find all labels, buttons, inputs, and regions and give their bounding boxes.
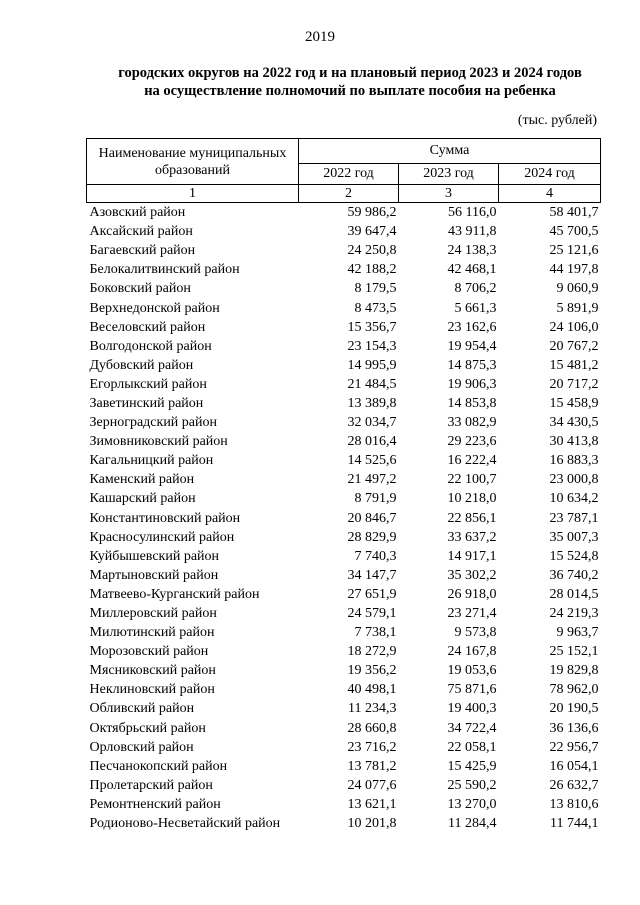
value-2023-cell: 14 875,3 <box>447 357 497 373</box>
district-name-cell: Аксайский район <box>89 224 193 240</box>
value-2024-cell: 24 106,0 <box>549 319 599 335</box>
value-2023-cell: 22 100,7 <box>447 472 497 488</box>
table-row <box>87 623 601 642</box>
value-2023-cell: 29 223,6 <box>447 434 497 450</box>
district-name-cell: Песчанокопский район <box>89 758 228 774</box>
value-2024-cell: 22 956,7 <box>549 739 599 755</box>
column-header-2024: 2024 год <box>499 164 601 185</box>
value-2024-cell: 19 829,8 <box>549 663 599 679</box>
value-2024-cell: 15 524,8 <box>549 548 599 564</box>
value-2024-cell: 20 190,5 <box>549 701 599 717</box>
value-2022-cell: 24 250,8 <box>347 243 397 259</box>
value-2022-cell: 42 188,2 <box>347 262 397 278</box>
value-2024-cell: 35 007,3 <box>549 529 599 545</box>
district-name-cell: Морозовский район <box>89 644 209 660</box>
value-2022-cell: 13 389,8 <box>347 395 397 411</box>
table-row <box>87 814 601 833</box>
district-name-cell: Обливский район <box>89 701 195 717</box>
table-row <box>87 260 601 279</box>
district-name-cell: Орловский район <box>89 739 194 755</box>
value-2024-cell: 16 883,3 <box>549 453 599 469</box>
allocation-table <box>86 138 601 833</box>
value-2024-cell: 58 401,7 <box>549 205 599 221</box>
value-2024-cell: 36 740,2 <box>549 567 599 583</box>
district-name-cell: Пролетарский район <box>89 777 213 793</box>
value-2024-cell: 26 632,7 <box>549 777 599 793</box>
value-2023-cell: 19 954,4 <box>447 338 497 354</box>
value-2023-cell: 23 271,4 <box>447 606 497 622</box>
district-name-cell: Зимовниковский район <box>89 434 228 450</box>
value-2023-cell: 24 167,8 <box>447 644 497 660</box>
value-2023-cell: 34 722,4 <box>447 720 497 736</box>
value-2022-cell: 27 651,9 <box>347 586 397 602</box>
column-header-2023: 2023 год <box>399 164 499 185</box>
district-name-cell: Константиновский район <box>89 510 241 526</box>
table-row <box>87 298 601 317</box>
value-2022-cell: 18 272,9 <box>347 644 397 660</box>
value-2024-cell: 36 136,6 <box>549 720 599 736</box>
value-2023-cell: 33 082,9 <box>447 415 497 431</box>
table-row <box>87 451 601 470</box>
value-2023-cell: 16 222,4 <box>447 453 497 469</box>
value-2023-cell: 11 284,4 <box>448 816 497 832</box>
value-2024-cell: 23 787,1 <box>549 510 599 526</box>
value-2024-cell: 11 744,1 <box>550 816 599 832</box>
value-2023-cell: 10 218,0 <box>447 491 497 507</box>
value-2024-cell: 20 767,2 <box>549 338 599 354</box>
value-2022-cell: 21 497,2 <box>347 472 397 488</box>
value-2022-cell: 20 846,7 <box>347 510 397 526</box>
district-name-cell: Октябрьский район <box>89 720 206 736</box>
district-name-cell: Мартыновский район <box>89 567 219 583</box>
column-header-sum: Сумма <box>299 139 601 164</box>
value-2022-cell: 7 740,3 <box>354 548 397 564</box>
value-2024-cell: 15 481,2 <box>549 357 599 373</box>
value-2022-cell: 19 356,2 <box>347 663 397 679</box>
column-number-3: 3 <box>399 185 499 203</box>
table-row <box>87 566 601 585</box>
table-row <box>87 719 601 738</box>
table-row <box>87 279 601 298</box>
value-2024-cell: 9 060,9 <box>556 281 599 297</box>
value-2023-cell: 43 911,8 <box>448 224 497 240</box>
value-2023-cell: 25 590,2 <box>447 777 497 793</box>
table-row <box>87 795 601 814</box>
district-name-cell: Дубовский район <box>89 357 194 373</box>
value-2022-cell: 13 621,1 <box>347 796 397 812</box>
table-row <box>87 375 601 394</box>
table-row <box>87 432 601 451</box>
value-2024-cell: 5 891,9 <box>556 300 599 316</box>
table-row <box>87 509 601 528</box>
value-2022-cell: 8 791,9 <box>354 491 397 507</box>
column-header-name: Наименование муниципальных образований <box>87 139 299 185</box>
table-row <box>87 776 601 795</box>
district-name-cell: Матвеево-Курганский район <box>89 586 260 602</box>
value-2023-cell: 13 270,0 <box>447 796 497 812</box>
value-2022-cell: 14 525,6 <box>347 453 397 469</box>
value-2023-cell: 22 058,1 <box>447 739 497 755</box>
column-number-2: 2 <box>299 185 399 203</box>
district-name-cell: Неклиновский район <box>89 682 215 698</box>
value-2024-cell: 28 014,5 <box>549 586 599 602</box>
units-label: (тыс. рублей) <box>517 113 597 128</box>
table-row <box>87 757 601 776</box>
value-2023-cell: 26 918,0 <box>447 586 497 602</box>
district-name-cell: Кагальницкий район <box>89 453 214 469</box>
value-2023-cell: 8 706,2 <box>454 281 497 297</box>
value-2022-cell: 15 356,7 <box>347 319 397 335</box>
district-name-cell: Багаевский район <box>89 243 196 259</box>
district-name-cell: Милютинский район <box>89 625 215 641</box>
table-header <box>87 139 601 203</box>
value-2022-cell: 8 473,5 <box>354 300 397 316</box>
table-row <box>87 738 601 757</box>
value-2023-cell: 19 400,3 <box>447 701 497 717</box>
district-name-cell: Волгодонской район <box>89 338 212 354</box>
district-name-cell: Боковский район <box>89 281 191 297</box>
district-name-cell: Егорлыкский район <box>89 376 207 392</box>
district-name-cell: Заветинский район <box>89 395 204 411</box>
value-2023-cell: 9 573,8 <box>454 625 497 641</box>
value-2023-cell: 56 116,0 <box>448 205 497 221</box>
district-name-cell: Веселовский район <box>89 319 206 335</box>
district-name-cell: Кашарский район <box>89 491 196 507</box>
heading-line-1: городских округов на 2022 год и на плановый период 2023 и 2024 годов <box>118 65 582 81</box>
heading-line-2: на осуществление полномочий по выплате пособия на ребенка <box>144 83 556 99</box>
table-row <box>87 528 601 547</box>
table-row <box>87 318 601 337</box>
value-2024-cell: 25 121,6 <box>549 243 599 259</box>
value-2022-cell: 34 147,7 <box>347 567 397 583</box>
column-number-4: 4 <box>499 185 601 203</box>
value-2022-cell: 28 829,9 <box>347 529 397 545</box>
value-2023-cell: 14 853,8 <box>447 395 497 411</box>
district-name-cell: Миллеровский район <box>89 606 217 622</box>
value-2022-cell: 10 201,8 <box>347 816 397 832</box>
table-row <box>87 413 601 432</box>
district-name-cell: Зерноградский район <box>89 415 217 431</box>
page-number: 2019 <box>305 29 335 45</box>
value-2023-cell: 35 302,2 <box>447 567 497 583</box>
district-name-cell: Красносулинский район <box>89 529 235 545</box>
table-row <box>87 394 601 413</box>
district-name-cell: Каменский район <box>89 472 195 488</box>
district-name-cell: Азовский район <box>89 205 186 221</box>
value-2022-cell: 7 738,1 <box>354 625 397 641</box>
value-2022-cell: 32 034,7 <box>347 415 397 431</box>
document-heading <box>60 64 640 100</box>
table-row <box>87 222 601 241</box>
value-2022-cell: 13 781,2 <box>347 758 397 774</box>
value-2023-cell: 42 468,1 <box>447 262 497 278</box>
value-2024-cell: 44 197,8 <box>549 262 599 278</box>
value-2024-cell: 34 430,5 <box>549 415 599 431</box>
district-name-cell: Ремонтненский район <box>89 796 221 812</box>
value-2023-cell: 22 856,1 <box>447 510 497 526</box>
value-2024-cell: 15 458,9 <box>549 395 599 411</box>
column-number-1: 1 <box>87 185 299 203</box>
value-2022-cell: 24 077,6 <box>347 777 397 793</box>
value-2024-cell: 23 000,8 <box>549 472 599 488</box>
table-body <box>87 203 601 834</box>
value-2024-cell: 9 963,7 <box>556 625 599 641</box>
value-2023-cell: 19 053,6 <box>447 663 497 679</box>
value-2022-cell: 14 995,9 <box>347 357 397 373</box>
table-row <box>87 470 601 489</box>
district-name-cell: Верхнедонской район <box>89 300 220 316</box>
column-header-2022: 2022 год <box>299 164 399 185</box>
value-2023-cell: 75 871,6 <box>447 682 497 698</box>
value-2024-cell: 13 810,6 <box>549 796 599 812</box>
value-2024-cell: 78 962,0 <box>549 682 599 698</box>
value-2023-cell: 5 661,3 <box>454 300 497 316</box>
value-2022-cell: 40 498,1 <box>347 682 397 698</box>
value-2024-cell: 25 152,1 <box>549 644 599 660</box>
table-row <box>87 547 601 566</box>
value-2022-cell: 39 647,4 <box>347 224 397 240</box>
value-2024-cell: 10 634,2 <box>549 491 599 507</box>
table-row <box>87 585 601 604</box>
value-2022-cell: 23 154,3 <box>347 338 397 354</box>
value-2024-cell: 24 219,3 <box>549 606 599 622</box>
value-2022-cell: 11 234,3 <box>348 701 397 717</box>
value-2024-cell: 30 413,8 <box>549 434 599 450</box>
table-row <box>87 661 601 680</box>
value-2022-cell: 8 179,5 <box>354 281 397 297</box>
value-2023-cell: 24 138,3 <box>447 243 497 259</box>
value-2023-cell: 23 162,6 <box>447 319 497 335</box>
table-row <box>87 604 601 623</box>
value-2022-cell: 21 484,5 <box>347 376 397 392</box>
value-2024-cell: 20 717,2 <box>549 376 599 392</box>
value-2023-cell: 19 906,3 <box>447 376 497 392</box>
table-row <box>87 337 601 356</box>
value-2023-cell: 15 425,9 <box>447 758 497 774</box>
value-2022-cell: 59 986,2 <box>347 205 397 221</box>
value-2023-cell: 33 637,2 <box>447 529 497 545</box>
district-name-cell: Куйбышевский район <box>89 548 220 564</box>
table-row <box>87 203 601 223</box>
district-name-cell: Белокалитвинский район <box>89 262 240 278</box>
value-2023-cell: 14 917,1 <box>447 548 497 564</box>
table-row <box>87 699 601 718</box>
value-2024-cell: 45 700,5 <box>549 224 599 240</box>
table-row <box>87 680 601 699</box>
table-row <box>87 356 601 375</box>
table-row <box>87 489 601 508</box>
value-2022-cell: 24 579,1 <box>347 606 397 622</box>
value-2022-cell: 28 016,4 <box>347 434 397 450</box>
value-2022-cell: 28 660,8 <box>347 720 397 736</box>
value-2022-cell: 23 716,2 <box>347 739 397 755</box>
district-name-cell: Мясниковский район <box>89 663 216 679</box>
district-name-cell: Родионово-Несветайский район <box>89 816 281 832</box>
value-2024-cell: 16 054,1 <box>549 758 599 774</box>
table-row <box>87 241 601 260</box>
table-row <box>87 642 601 661</box>
